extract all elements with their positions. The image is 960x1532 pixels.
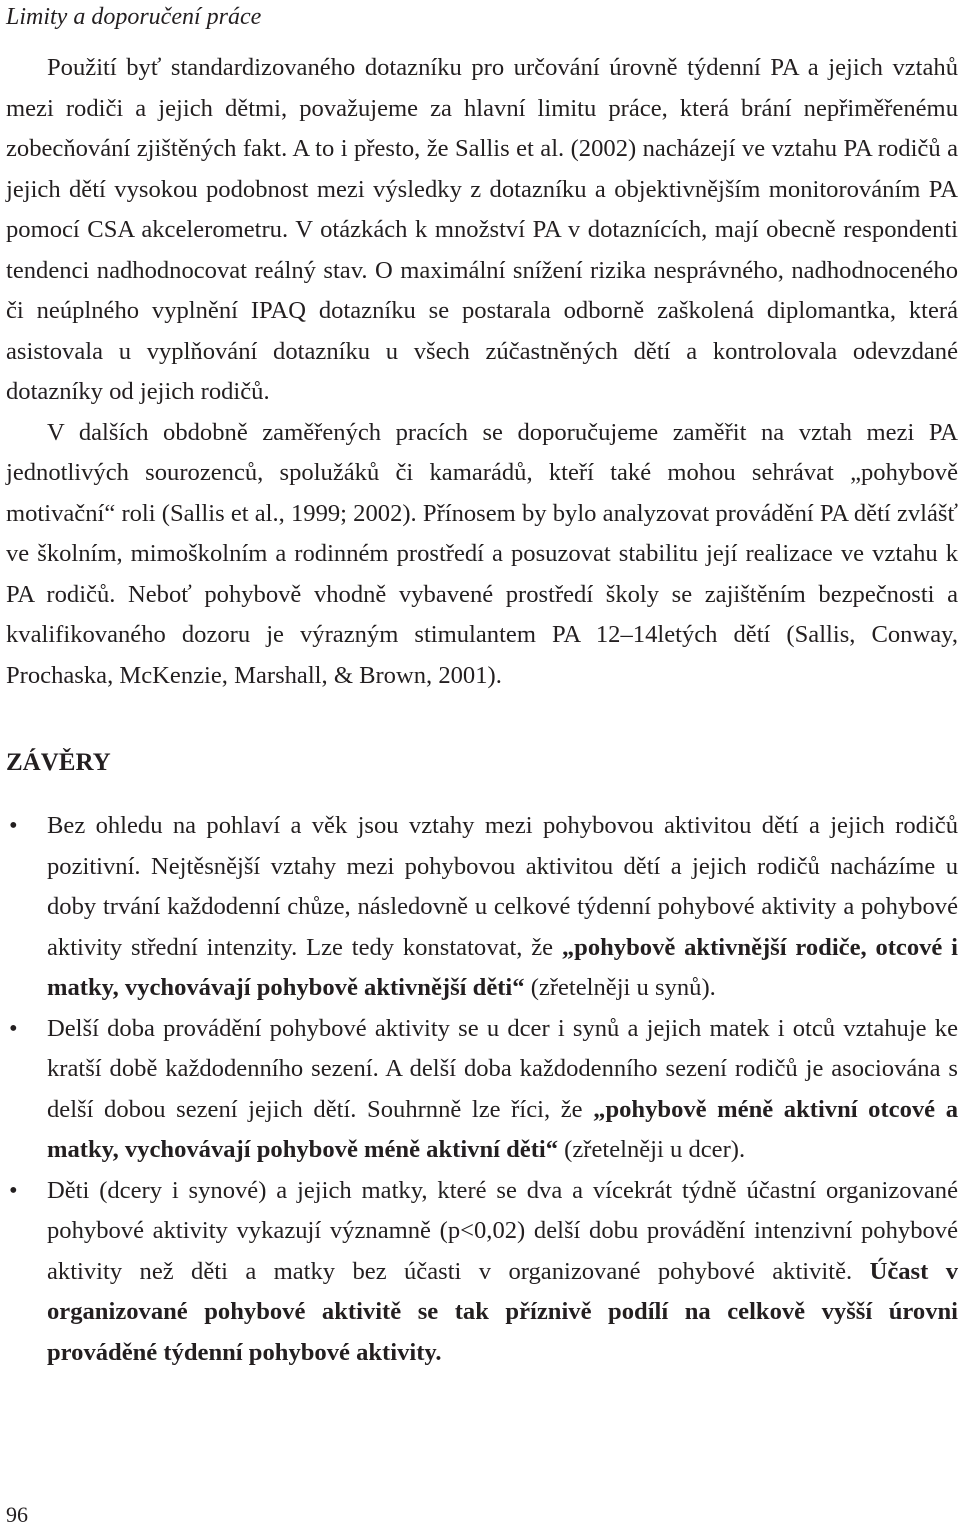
bullet-icon: • <box>9 1014 18 1042</box>
list-item-emphasis: Účast v organizované pohybové aktivitě se tak příznivě podílí na celkově vyšší úrovni prováděné týdenní pohybové aktivity. <box>47 1257 958 1366</box>
section-heading-conclusions: ZÁVĚRY <box>6 749 111 776</box>
document-page <box>6 0 958 1373</box>
list-item-emphasis: „pohybově aktivnější rodiče, otcové i matky, vychovávají pohybově aktivnější děti“ <box>47 933 958 1001</box>
page-number: 96 <box>6 1502 28 1527</box>
paragraph-recommendations: V dalších obdobně zaměřených pracích se doporučujeme zaměřit na vztah mezi PA jednotlivých sourozenců, spolužáků či kamarádů, kteří také mohou sehrávat „pohybově motivační“ roli (Sallis et al., 1999; 2002). Přínosem by bylo analyzovat provádění PA dětí zvlášť ve školním, mimoškolním a rodinném prostředí a posuzovat stabilitu její realizace ve vztahu k PA rodičů. Neboť pohybově vhodně vybavené prostředí školy se zajištěním bezpečnosti a kvalifikovaného dozoru je výrazným stimulantem PA 12–14letých dětí (Sallis, Conway, Prochaska, McKenzie, Marshall, & Brown, 2001). <box>6 418 958 689</box>
list-item-tail: (zřetelněji u dcer). <box>558 1136 746 1163</box>
bullet-icon: • <box>9 812 18 839</box>
list-item-tail: (zřetelněji u synů). <box>524 974 716 1001</box>
bullet-icon: • <box>9 1176 18 1204</box>
list-item <box>6 1171 958 1374</box>
list-item-text: Děti (dcery i synové) a jejich matky, které se dva a vícekrát týdně účastní organizované pohybové aktivity vykazují významně (p<0,02) delší dobu provádění intenzivní pohybové aktivity než děti a matky bez účasti v organizované pohybové aktivitě. <box>47 1176 958 1285</box>
list-item-text: Delší doba provádění pohybové aktivity se u dcer i synů a jejich matek i otců vztahuje ke kratší době každodenního sezení. A delší doba každodenního sezení rodičů je asociována s delší dobou sezení jejich dětí. Souhrnně lze říci, že <box>47 1014 958 1123</box>
list-item-text: Bez ohledu na pohlaví a věk jsou vztahy mezi pohybovou aktivitou dětí a jejich rodičů pozitivní. Nejtěsnější vztahy mezi pohybovou aktivitou dětí a jejich rodičů nacházíme u doby trvání každodenní chůze, následovně u celkové týdenní pohybové aktivity a pohybové aktivity střední intenzity. Lze tedy konstatovat, že <box>47 812 958 961</box>
conclusions-list <box>6 806 958 1373</box>
paragraph-limits: Použití byť standardizovaného dotazníku pro určování úrovně týdenní PA a jejich vztahů mezi rodiči a jejich dětmi, považujeme za hlavní limitu práce, která brání nepřiměřenému zobecňování zjištěných fakt. A to i přesto, že Sallis et al. (2002) nacházejí ve vztahu PA rodičů a jejich dětí vysokou podobnost mezi výsledky z dotazníku a objektivnějším monitorováním PA pomocí CSA akcelerometru. V otázkách k množství PA v dotaznících, mají obecně respondenti tendenci nadhodnocovat reálný stav. O maximální snížení rizika nesprávného, nadhodnoceného či neúplného vyplnění IPAQ dotazníku se postarala odborně zaškolená diplomantka, která asistovala u vyplňování dotazníku u všech zúčastněných dětí a kontrolovala odevzdané dotazníky od jejich rodičů. <box>6 54 958 405</box>
list-item <box>6 806 958 1009</box>
list-item-emphasis: „pohybově méně aktivní otcové a matky, vychovávají pohybově méně aktivní děti“ <box>47 1095 958 1163</box>
section-heading-limits: Limity a doporučení práce <box>6 4 262 30</box>
list-item <box>6 1009 958 1171</box>
